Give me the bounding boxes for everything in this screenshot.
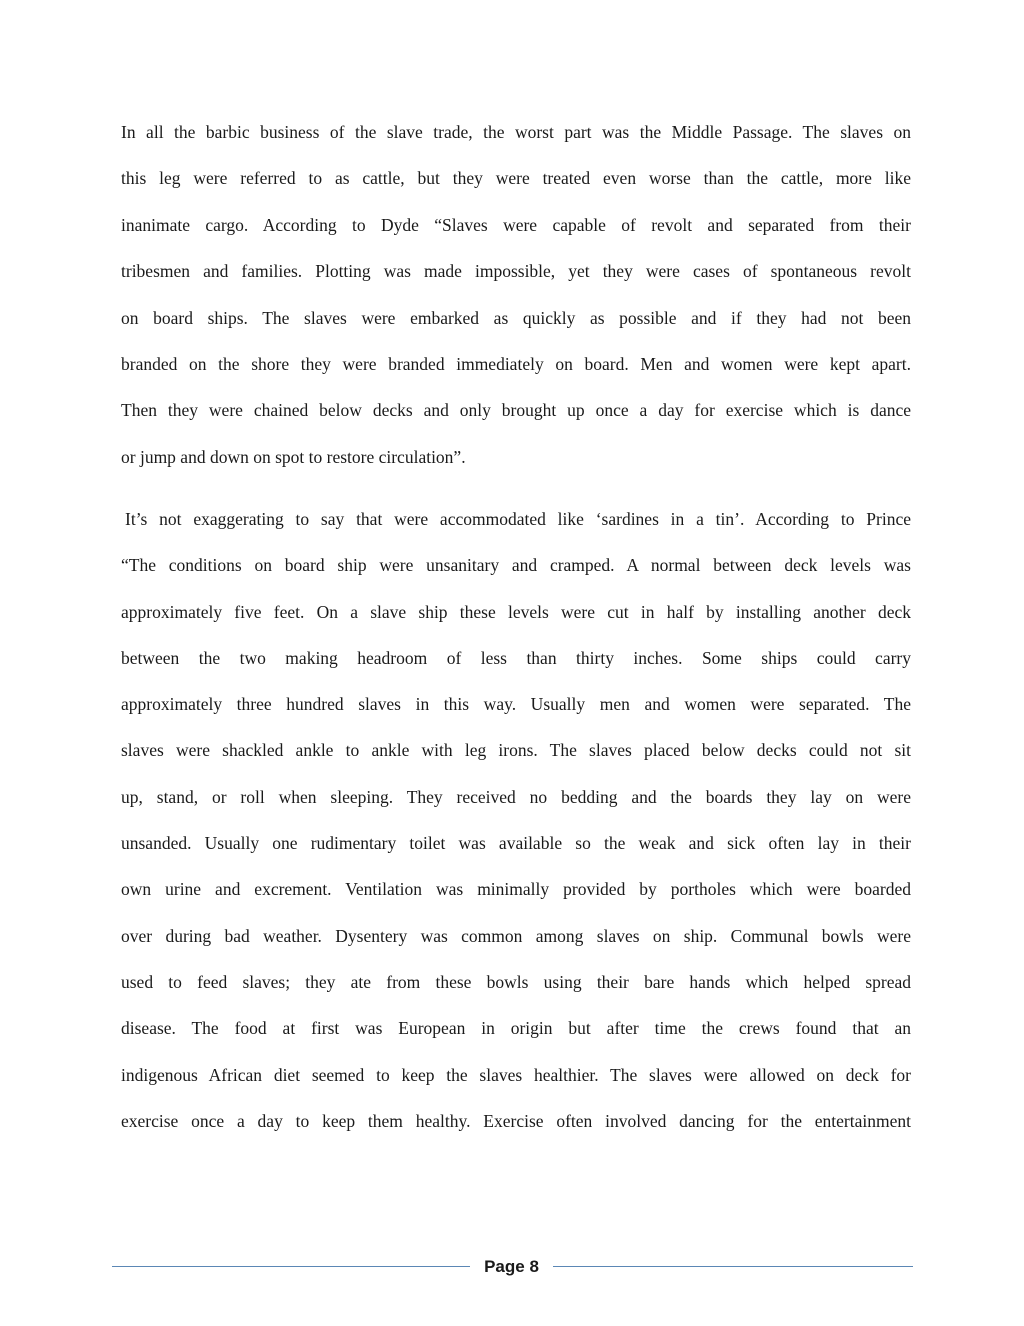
text-line: used to feed slaves; they ate from these bowls using their bare hands which helped spread [121,971,911,992]
text-line: own urine and excrement. Ventilation was minimally provided by portholes which were boarded [121,879,911,900]
text-line: tribesmen and families. Plotting was made impossible, yet they were cases of spontaneous revolt [121,261,911,282]
text-line: unsanded. Usually one rudimentary toilet was available so the weak and sick often lay in their [121,833,911,854]
text-line: Then they were chained below decks and only brought up once a day for exercise which is dance [121,400,911,421]
text-line: over during bad weather. Dysentery was common among slaves on ship. Communal bowls were [121,925,911,946]
text-line: this leg were referred to as cattle, but they were treated even worse than the cattle, more like [121,168,911,189]
text-line: between the two making headroom of less than thirty inches. Some ships could carry [121,647,911,668]
text-line: approximately three hundred slaves in this way. Usually men and women were separated. The [121,694,911,715]
text-line: up, stand, or roll when sleeping. They received no bedding and the boards they lay on were [121,786,911,807]
text-line: exercise once a day to keep them healthy. Exercise often involved dancing for the entertainment [121,1110,911,1131]
text-line: approximately five feet. On a slave ship these levels were cut in half by installing another deck [121,601,911,622]
text-line: It’s not exaggerating to say that were accommodated like ‘sardines in a tin’. According to Prince [125,509,911,529]
text-line: disease. The food at first was European in origin but after time the crews found that an [121,1018,911,1039]
footer-divider-right [553,1266,913,1267]
paragraph-middle-passage [121,116,911,487]
text-line: “The conditions on board ship were unsanitary and cramped. A normal between deck levels was [121,555,911,576]
text-line: indigenous African diet seemed to keep the slaves healthier. The slaves were allowed on deck for [121,1064,911,1085]
text-line: or jump and down on spot to restore circulation”. [121,446,466,467]
footer-divider-left [112,1266,470,1267]
text-line: In all the barbic business of the slave trade, the worst part was the Middle Passage. The slaves on [121,122,911,142]
text-line: branded on the shore they were branded immediately on board. Men and women were kept apart. [121,353,911,374]
page-number: Page 8 [484,1257,539,1276]
text-line: slaves were shackled ankle to ankle with leg irons. The slaves placed below decks could not sit [121,740,911,761]
text-line: inanimate cargo. According to Dyde “Slaves were capable of revolt and separated from their [121,214,911,235]
text-line: on board ships. The slaves were embarked as quickly as possible and if they had not been [121,307,911,328]
paragraph-ship-conditions [121,503,911,1151]
